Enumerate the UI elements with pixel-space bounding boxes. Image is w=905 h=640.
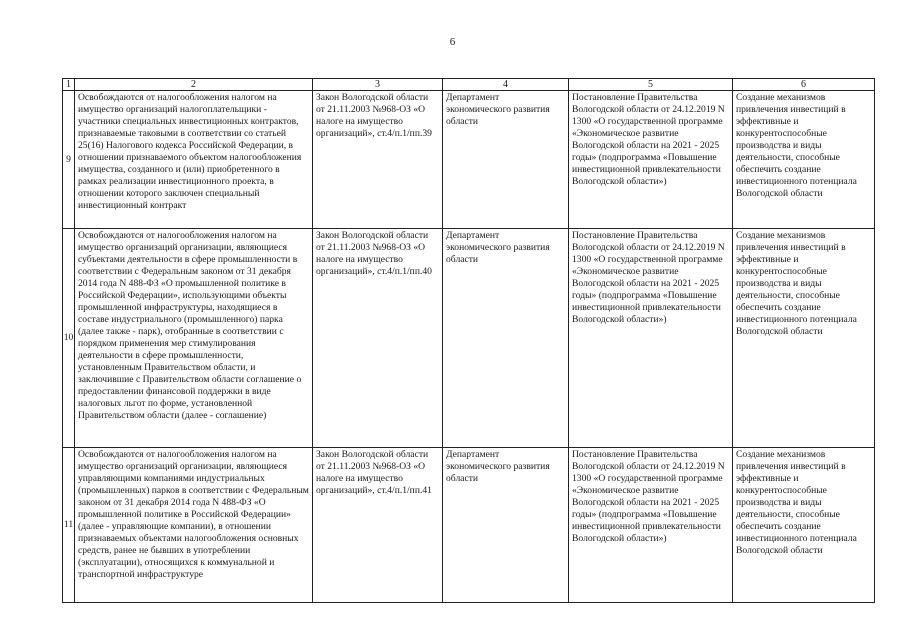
table-row xyxy=(63,448,875,603)
column-number: 4 xyxy=(443,79,569,91)
tax-benefits-table xyxy=(62,78,875,603)
column-number: 2 xyxy=(75,79,313,91)
law-reference: Закон Вологодской области от 21.11.2003 №968-ОЗ «О налоге на имущество организаций», ст.4/п.1/пп.40 xyxy=(313,229,443,448)
row-number: 11 xyxy=(63,448,75,603)
state-program: Постановление Правительства Вологодской области от 24.12.2019 N 1300 «О государственной программе «Экономическое развитие Вологодской области на 2021 - 2025 годы» (подпрограмма «Повышение инвестиционной привлекательности Вологодской области») xyxy=(569,91,733,229)
responsible-department: Департамент экономического развития области xyxy=(443,229,569,448)
column-number: 1 xyxy=(63,79,75,91)
benefit-description: Освобождаются от налогообложения налогом на имущество организаций налогоплательщики - участники специальных инвестиционных контрактов, признаваемые таковыми в соответствии со статьей 25(16) Налогового кодекса Российской Федерации, в отношении признаваемого объектом налогообложения имущества, созданного и (или) приобретенного в рамках реализации инвестиционного проекта, в отношении которого заключен специальный инвестиционный контракт xyxy=(75,91,313,229)
column-number: 6 xyxy=(733,79,875,91)
row-number: 9 xyxy=(63,91,75,229)
program-goal: Создание механизмов привлечения инвестиций в эффективные и конкурентоспособные производства и виды деятельности, способные обеспечить создание инвестиционного потенциала Вологодской области xyxy=(733,448,875,603)
state-program: Постановление Правительства Вологодской области от 24.12.2019 N 1300 «О государственной программе «Экономическое развитие Вологодской области на 2021 - 2025 годы» (подпрограмма «Повышение инвестиционной привлекательности Вологодской области») xyxy=(569,229,733,448)
benefit-description: Освобождаются от налогообложения налогом на имущество организаций организации, являющиеся управляющими компаниями индустриальных (промышленных) парков в соответствии с Федеральным законом от 31 декабря 2014 года N 488-ФЗ «О промышленной политике в Российской Федерации» (далее - управляющие компании), в отношении признаваемых объектами налогообложения основных средств, ранее не бывших в употреблении (эксплуатации), относящихся к коммунальной и транспортной инфраструктуре xyxy=(75,448,313,603)
column-number: 5 xyxy=(569,79,733,91)
state-program: Постановление Правительства Вологодской области от 24.12.2019 N 1300 «О государственной программе «Экономическое развитие Вологодской области на 2021 - 2025 годы» (подпрограмма «Повышение инвестиционной привлекательности Вологодской области») xyxy=(569,448,733,603)
program-goal: Создание механизмов привлечения инвестиций в эффективные и конкурентоспособные производства и виды деятельности, способные обеспечить создание инвестиционного потенциала Вологодской области xyxy=(733,91,875,229)
table-row xyxy=(63,91,875,229)
benefit-description: Освобождаются от налогообложения налогом на имущество организаций организации, являющиеся субъектами деятельности в сфере промышленности в соответствии с Федеральным законом от 31 декабря 2014 года N 488-ФЗ «О промышленной политике в Российской Федерации», использующими объекты промышленной инфраструктуры, находящиеся в составе индустриального (промышленного) парка (далее также - парк), отобранные в соответствии с порядком применения мер стимулирования деятельности в сфере промышленности, установленным Правительством области, и заключившие с Правительством области соглашение о предоставлении финансовой поддержки в виде налоговых льгот по форме, установленной Правительством области (далее - соглашение) xyxy=(75,229,313,448)
column-number: 3 xyxy=(313,79,443,91)
program-goal: Создание механизмов привлечения инвестиций в эффективные и конкурентоспособные производства и виды деятельности, способные обеспечить создание инвестиционного потенциала Вологодской области xyxy=(733,229,875,448)
table-row xyxy=(63,229,875,448)
responsible-department: Департамент экономического развития области xyxy=(443,448,569,603)
page-number: 6 xyxy=(449,36,456,48)
responsible-department: Департамент экономического развития области xyxy=(443,91,569,229)
law-reference: Закон Вологодской области от 21.11.2003 №968-ОЗ «О налоге на имущество организаций», ст.4/п.1/пп.39 xyxy=(313,91,443,229)
row-number: 10 xyxy=(63,229,75,448)
column-number-row xyxy=(63,79,875,91)
law-reference: Закон Вологодской области от 21.11.2003 №968-ОЗ «О налоге на имущество организаций», ст.4/п.1/пп.41 xyxy=(313,448,443,603)
